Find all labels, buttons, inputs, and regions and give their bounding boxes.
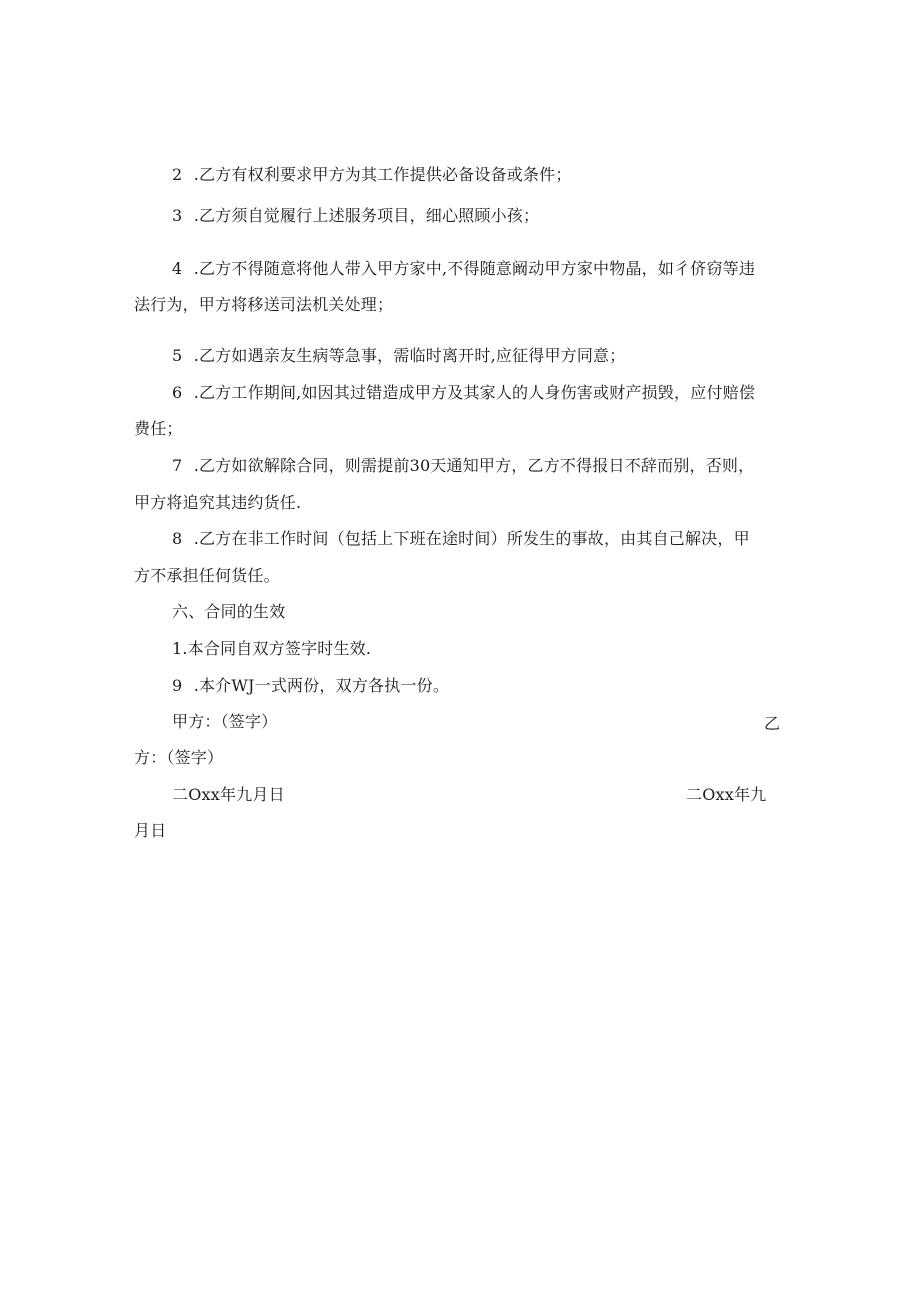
clause-6-text-2: 费任；	[134, 419, 183, 438]
clause-7-text-2: 甲方将追究其违约货任.	[134, 493, 302, 512]
item-9-text: .本介WJ一式两份，双方各执一份。	[193, 676, 450, 695]
clause-3-number: 3	[172, 206, 183, 225]
clause-2-number: 2	[172, 165, 183, 184]
clause-8-number: 8	[172, 529, 183, 548]
section-6-item-9	[172, 676, 449, 696]
clause-7-text-1: .乙方如欲解除合同，则需提前30天通知甲方，乙方不得报日不辞而别，否则，	[193, 456, 755, 475]
party-a-date: 二Oxx年九月日	[172, 785, 285, 804]
clause-2	[172, 165, 572, 185]
party-b-signature-part-1: 乙	[764, 714, 781, 733]
clause-4-number: 4	[172, 259, 183, 278]
clause-8-line-1	[172, 529, 750, 549]
clause-8-line-2	[134, 566, 280, 586]
clause-2-text: .乙方有权利要求甲方为其工作提供必备设备或条件；	[193, 165, 572, 184]
clause-3	[172, 206, 539, 226]
clause-4-text-2: 法行为，甲方将移送司法机关处理；	[134, 295, 394, 314]
party-b-signature-part-2: 方：（签字）	[134, 748, 224, 767]
clause-3-text: .乙方须自觉履行上述服务项目，细心照顾小孩；	[193, 206, 540, 225]
clause-5-text: .乙方如遇亲友生病等急事，需临时离开时,应征得甲方同意；	[193, 346, 626, 365]
clause-6-line-2	[134, 419, 183, 439]
clause-7-line-2	[134, 493, 301, 513]
clause-6-line-1	[172, 383, 755, 403]
clause-6-number: 6	[172, 383, 183, 402]
party-b-date-part-1: 二Oxx年九	[686, 785, 767, 804]
clause-8-text-2: 方不承担任何货任。	[134, 566, 280, 585]
clause-6-text-1: .乙方工作期间,如因其过错造成甲方及其家人的人身伤害或财产损毁，应付赔偿	[193, 383, 756, 402]
item-9-number: 9	[172, 676, 183, 695]
clause-4-line-1	[172, 259, 755, 279]
clause-8-text-1: .乙方在非工作时间（包括上下班在途时间）所发生的事故，由其自己解决，甲	[193, 529, 750, 548]
clause-7-line-1	[172, 456, 754, 476]
clause-4-text-1: .乙方不得随意将他人带入甲方家中,不得随意阚动甲方家中物晶，如彳侪窃等违	[193, 259, 756, 278]
clause-7-number: 7	[172, 456, 183, 475]
clause-5-number: 5	[172, 346, 183, 365]
party-a-signature: 甲方：（签字）	[172, 712, 278, 731]
party-b-date-part-2: 月日	[134, 821, 167, 840]
section-6-item-1: 1.本合同自双方签字时生效.	[172, 639, 372, 658]
clause-5	[172, 346, 625, 366]
section-6-heading: 六、合同的生效	[172, 602, 286, 621]
clause-4-line-2	[134, 295, 393, 315]
